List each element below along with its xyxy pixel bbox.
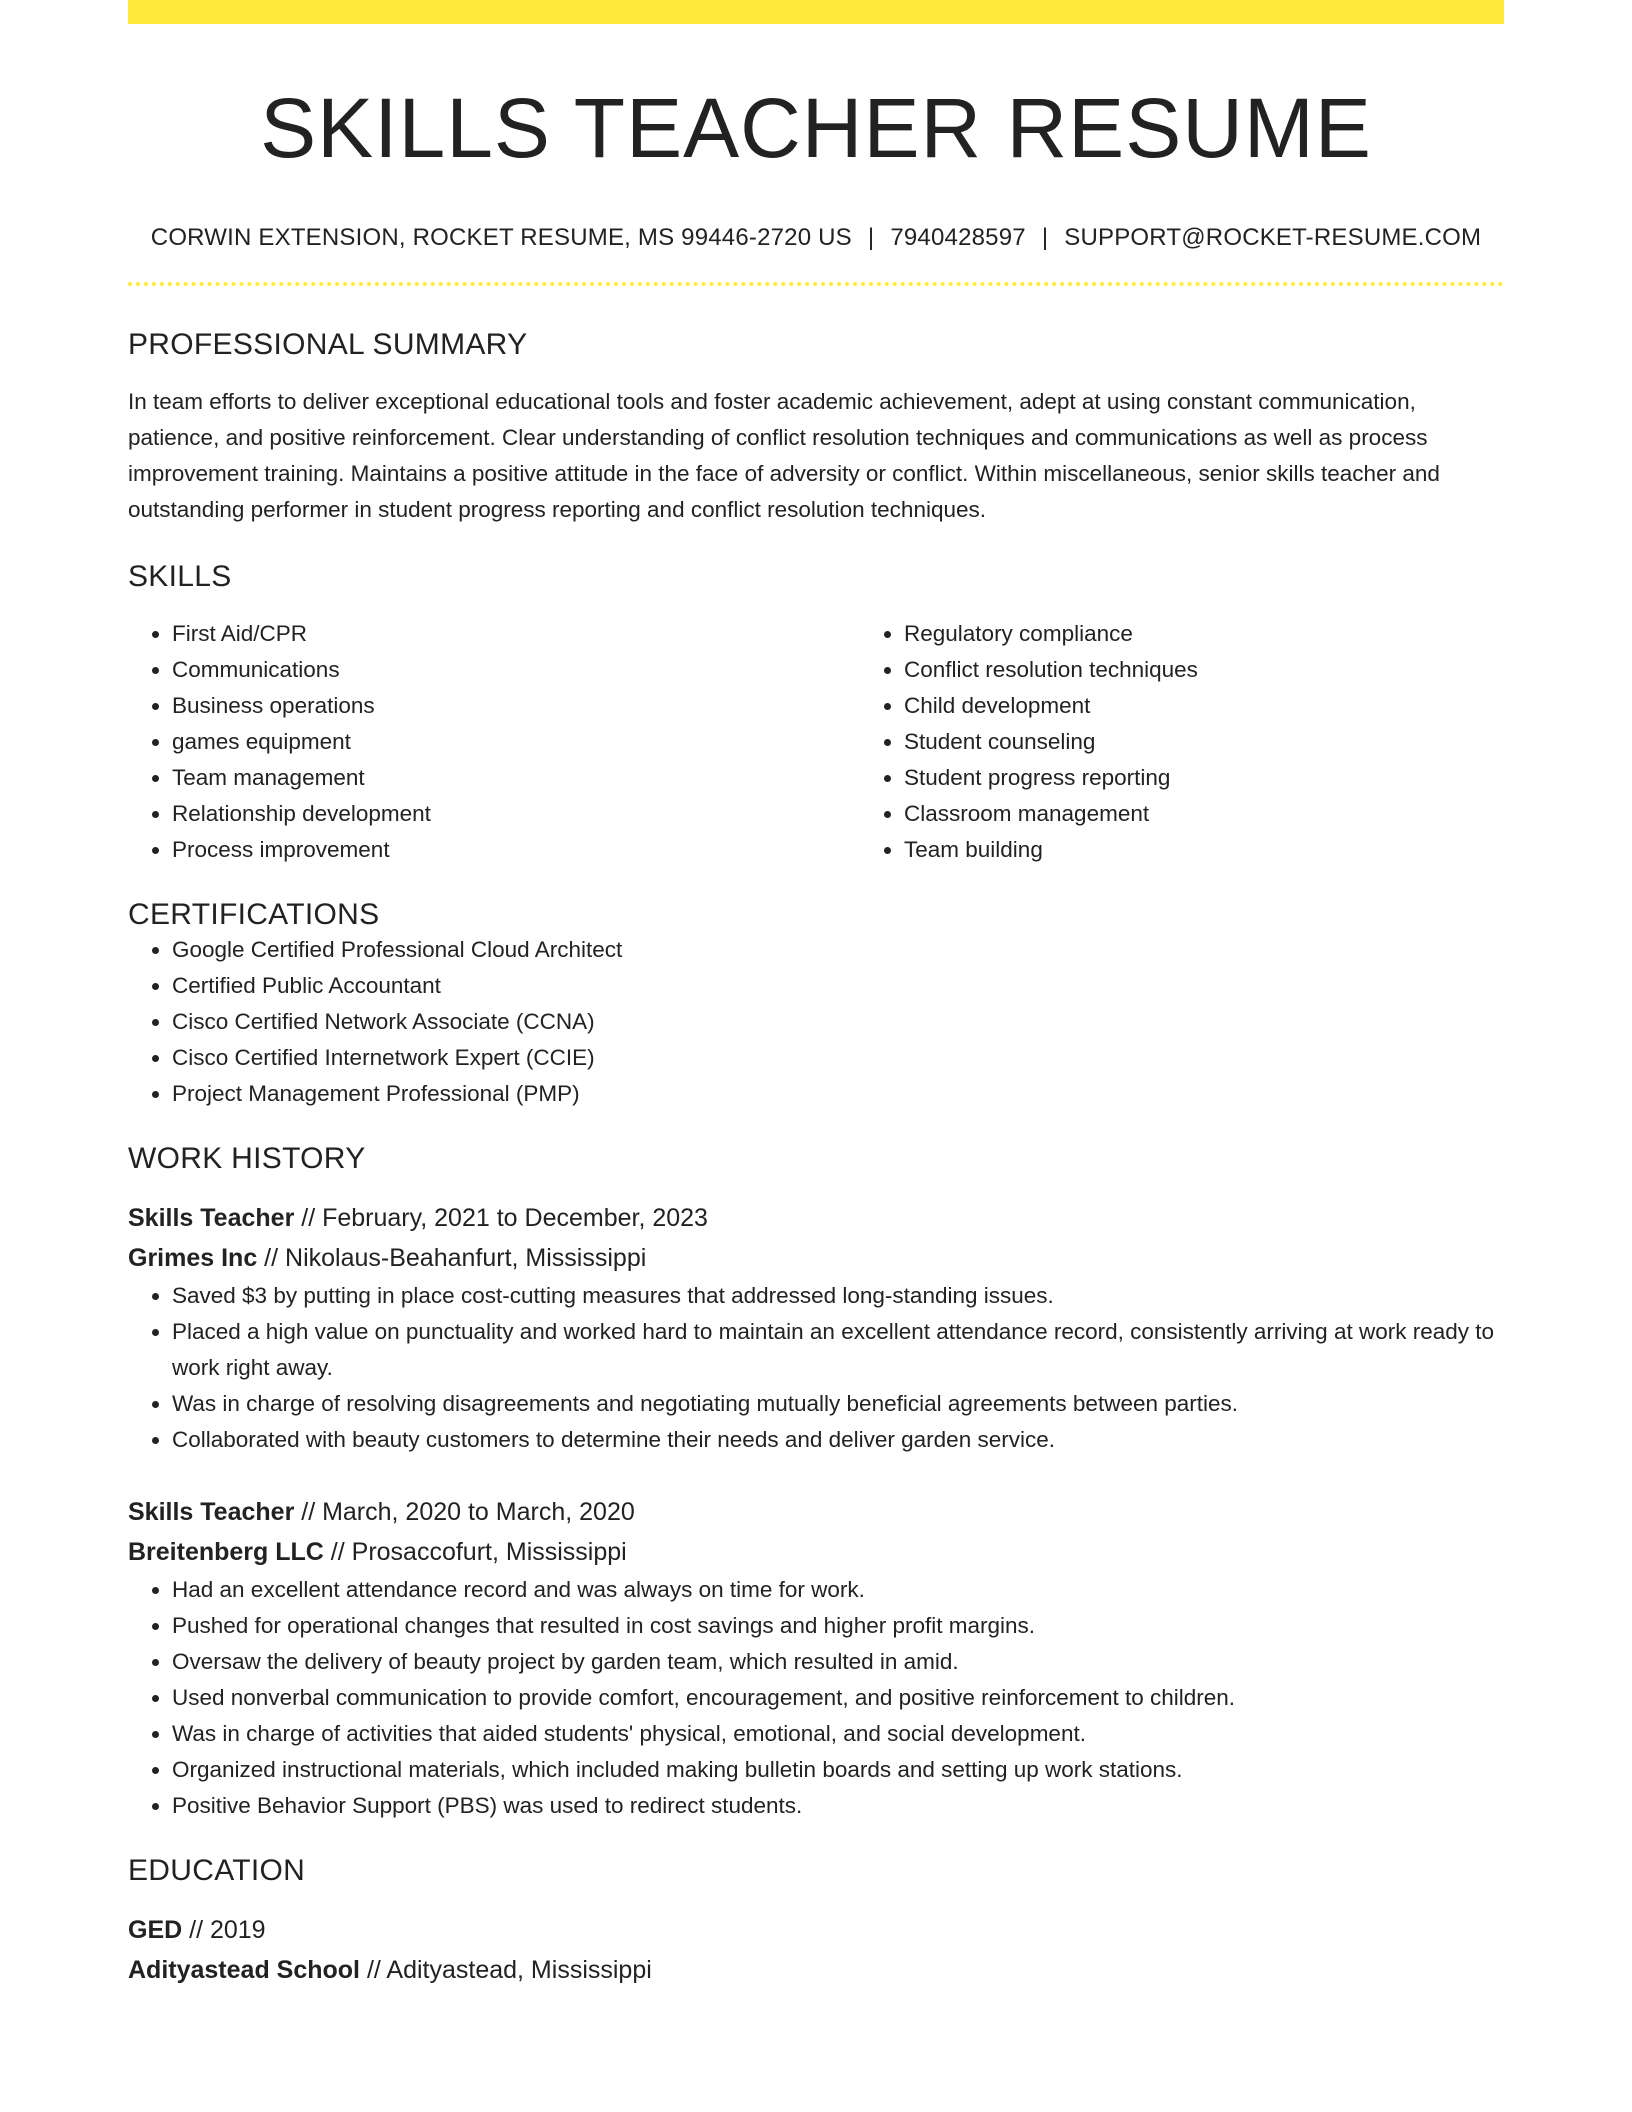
job-role: Skills Teacher	[128, 1204, 295, 1233]
skill-item: • First Aid/CPR	[172, 616, 860, 652]
skill-item: • Relationship development	[172, 796, 860, 832]
certifications-heading: CERTIFICATIONS	[128, 898, 380, 932]
job-location: // Nikolaus-Beahanfurt, Mississippi	[257, 1244, 647, 1273]
job-duty-item: • Placed a high value on punctuality and worked hard to maintain an excellent attendance record, consistently arriving at work ready to work right away.	[172, 1314, 1504, 1386]
skill-item: • Team building	[904, 832, 1592, 868]
skill-item: • games equipment	[172, 724, 860, 760]
education-school: Adityastead School	[128, 1956, 360, 1985]
contact-email: SUPPORT@ROCKET-RESUME.COM	[1064, 224, 1482, 252]
work-history-heading: WORK HISTORY	[128, 1142, 366, 1176]
summary-text: In team efforts to deliver exceptional educational tools and foster academic achievement, adept at using constant communication, patience, and positive reinforcement. Clear understanding of conflict resolution techniques and communications as well as process improvement training. Maintains a positive attitude in the face of adversity or conflict. Within miscellaneous, senior skills teacher and outstanding performer in student progress reporting and conflict resolution techniques.	[128, 389, 1440, 523]
education-year: // 2019	[182, 1916, 266, 1945]
job-role: Skills Teacher	[128, 1498, 295, 1527]
skill-item: • Student counseling	[904, 724, 1592, 760]
job-duty-item: • Had an excellent attendance record and was always on time for work.	[172, 1572, 1504, 1608]
contact-separator: |	[1041, 224, 1049, 252]
skill-item: • Child development	[904, 688, 1592, 724]
skill-item: • Team management	[172, 760, 860, 796]
job-duty-item: • Saved $3 by putting in place cost-cutting measures that addressed long-standing issues.	[172, 1278, 1504, 1314]
certification-item: • Project Management Professional (PMP)	[172, 1076, 1504, 1112]
education-school-line	[128, 1950, 1504, 1990]
education-degree-line	[128, 1910, 1504, 1950]
skills-heading: SKILLS	[128, 560, 232, 594]
skill-item: • Student progress reporting	[904, 760, 1592, 796]
job-duty-item: • Was in charge of resolving disagreements and negotiating mutually beneficial agreements between parties.	[172, 1386, 1504, 1422]
skills-list-left	[128, 616, 860, 868]
job-location: // Prosaccofurt, Mississippi	[323, 1538, 627, 1567]
certification-item: • Cisco Certified Internetwork Expert (CCIE)	[172, 1040, 1504, 1076]
job-duty-item: • Was in charge of activities that aided students' physical, emotional, and social development.	[172, 1716, 1504, 1752]
skill-item: • Business operations	[172, 688, 860, 724]
job-title-line	[128, 1198, 1504, 1238]
summary-heading: PROFESSIONAL SUMMARY	[128, 328, 528, 362]
job-company-line	[128, 1532, 1504, 1572]
job-duty-item: • Positive Behavior Support (PBS) was used to redirect students.	[172, 1788, 1504, 1824]
certification-item: • Certified Public Accountant	[172, 968, 1504, 1004]
skills-grid	[128, 616, 1504, 868]
job-duties-list	[128, 1278, 1504, 1458]
education-degree: GED	[128, 1916, 183, 1945]
job-duties-list	[128, 1572, 1504, 1824]
contact-line	[128, 224, 1504, 252]
top-accent-bar	[128, 0, 1504, 24]
education-location: // Adityastead, Mississippi	[360, 1956, 652, 1985]
job-duty-item: • Oversaw the delivery of beauty project by garden team, which resulted in amid.	[172, 1644, 1504, 1680]
skill-item: • Conflict resolution techniques	[904, 652, 1592, 688]
job-company: Breitenberg LLC	[128, 1538, 324, 1567]
job-duty-item: • Organized instructional materials, which included making bulletin boards and setting up work stations.	[172, 1752, 1504, 1788]
education-heading: EDUCATION	[128, 1854, 306, 1888]
resume-page	[128, 0, 1504, 1990]
job-duty-item: • Used nonverbal communication to provide comfort, encouragement, and positive reinforcement to children.	[172, 1680, 1504, 1716]
skill-item: • Classroom management	[904, 796, 1592, 832]
job-company-line	[128, 1238, 1504, 1278]
skills-list-right	[860, 616, 1592, 868]
certifications-list	[128, 932, 1504, 1112]
header-divider	[128, 282, 1504, 286]
skill-item: • Regulatory compliance	[904, 616, 1592, 652]
skill-item: • Communications	[172, 652, 860, 688]
skill-item: • Process improvement	[172, 832, 860, 868]
job-dates: // February, 2021 to December, 2023	[294, 1204, 708, 1233]
job-title-line	[128, 1492, 1504, 1532]
job-dates: // March, 2020 to March, 2020	[294, 1498, 635, 1527]
contact-phone: 7940428597	[890, 224, 1026, 252]
certification-item: • Cisco Certified Network Associate (CCNA)	[172, 1004, 1504, 1040]
certification-item: • Google Certified Professional Cloud Architect	[172, 932, 1504, 968]
contact-separator: |	[867, 224, 875, 252]
job-company: Grimes Inc	[128, 1244, 258, 1273]
page-title: SKILLS TEACHER RESUME	[260, 81, 1372, 175]
job-duty-item: • Collaborated with beauty customers to determine their needs and deliver garden service.	[172, 1422, 1504, 1458]
job-duty-item: • Pushed for operational changes that resulted in cost savings and higher profit margins.	[172, 1608, 1504, 1644]
contact-address: CORWIN EXTENSION, ROCKET RESUME, MS 99446-2720 US	[150, 224, 852, 252]
